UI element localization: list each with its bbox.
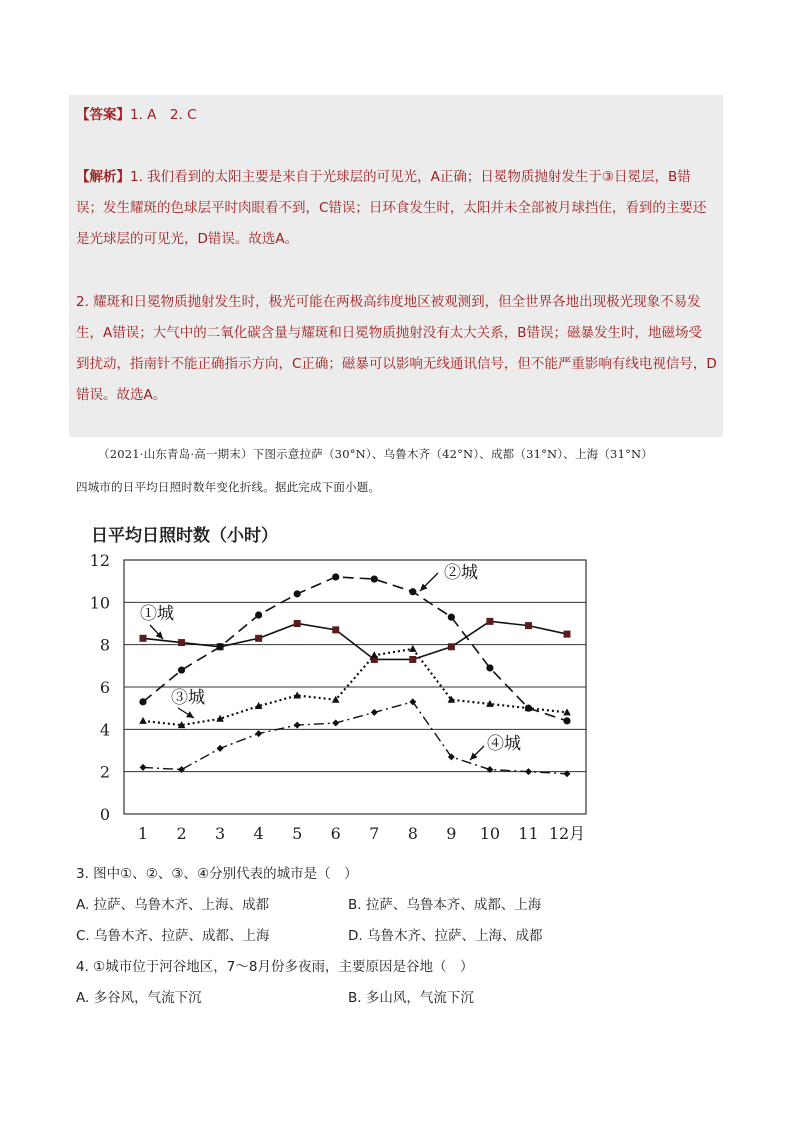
y-tick-label: 0: [99, 805, 110, 824]
q3-option-b: B. 拉萨、乌鲁本齐、成都、上海: [348, 897, 542, 913]
series-3-point: [409, 645, 417, 652]
q3-stem: 3. 图中①、②、③、④分别代表的城市是（ ）: [76, 866, 358, 882]
answer-text: 1. A 2. C: [130, 107, 197, 123]
series-4-point: [525, 768, 532, 775]
series-4-point: [332, 719, 339, 726]
series-1-point: [332, 626, 339, 633]
series-label-2: ②城: [444, 563, 478, 583]
q3-option-c: C. 乌鲁木齐、拉萨、成都、上海: [76, 928, 270, 944]
series-2-point: [448, 614, 455, 621]
x-tick-label: 7: [369, 824, 380, 843]
series-label-4: ④城: [487, 734, 521, 754]
series-3-point: [139, 717, 147, 724]
series-1-point: [178, 639, 185, 646]
series-1-point: [255, 635, 262, 642]
analysis2-line-1: 2. 耀斑和日冕物质抛射发生时，极光可能在两极高纬度地区被观测到，但全世界各地出现极光现象不易发: [76, 294, 701, 310]
intro-line-1: （2021·山东青岛·高一期末）下图示意拉萨（30°N）、乌鲁木齐（42°N）、成都（31°N）、上海（31°N）: [98, 447, 654, 461]
q4-option-b: B. 多山风，气流下沉: [348, 990, 474, 1006]
series-label-1: ①城: [140, 604, 174, 624]
series-4-point: [140, 764, 147, 771]
analysis2-line-4: 错误。故选A。: [76, 387, 167, 403]
series-4-point: [371, 709, 378, 716]
series-2-point: [255, 611, 262, 618]
series-1-point: [486, 618, 493, 625]
x-tick-label: 4: [253, 824, 264, 843]
y-tick-label: 10: [89, 593, 110, 613]
analysis-label: 【解析】: [76, 169, 130, 185]
series-2-point: [139, 698, 146, 705]
series-1-point: [294, 620, 301, 627]
x-tick-label: 3: [214, 824, 226, 843]
series-4-point: [217, 745, 224, 752]
analysis2-line-3: 到扰动，指南针不能正确指示方向，C正确；磁暴可以影响无线通讯信号，但不能严重影响有线电视信号，D: [76, 356, 717, 372]
q3-option-a: A. 拉萨、乌鲁木齐、上海、成都: [76, 897, 270, 913]
y-tick-label: 12: [89, 551, 110, 570]
label-arrowhead-3: [186, 711, 194, 718]
series-2-point: [563, 717, 570, 724]
q4-option-a: A. 多谷风，气流下沉: [76, 990, 202, 1006]
sunshine-chart: [0, 515, 794, 845]
answer-label: 【答案】: [76, 107, 130, 123]
answer-analysis-box: [69, 95, 723, 437]
series-2-point: [486, 664, 493, 671]
x-tick-label: 5: [292, 824, 303, 843]
y-tick-label: 2: [99, 762, 110, 782]
q3-option-d: D. 乌鲁木齐、拉萨、上海、成都: [348, 928, 543, 944]
analysis2-line-2: 生，A错误；大气中的二氧化碳含量与耀斑和日冕物质抛射没有太大关系，B错误；磁暴发生时，地磁场受: [76, 325, 702, 341]
x-tick-label: 8: [407, 824, 418, 843]
series-4-point: [294, 722, 301, 729]
series-label-3: ③城: [171, 688, 205, 708]
series-1-point: [140, 635, 147, 642]
y-tick-label: 4: [99, 720, 110, 740]
analysis-line-3: 是光球层的可见光，D错误。故选A。: [76, 231, 299, 247]
y-tick-label: 6: [99, 678, 110, 697]
series-1-point: [409, 656, 416, 663]
series-line-1: [143, 621, 567, 659]
x-tick-label: 12月: [548, 824, 586, 843]
x-tick-label: 10: [479, 824, 501, 843]
x-tick-label: 11: [518, 824, 539, 843]
series-1-point: [525, 622, 532, 629]
series-2-point: [294, 590, 301, 597]
y-tick-label: 8: [99, 635, 110, 655]
x-tick-label: 9: [446, 824, 457, 843]
series-2-point: [332, 573, 339, 580]
series-4-point: [255, 730, 262, 737]
series-line-2: [143, 577, 567, 721]
series-3-point: [370, 651, 378, 658]
series-3-point: [563, 708, 571, 715]
series-1-point: [564, 631, 571, 638]
series-2-point: [216, 643, 223, 650]
intro-line-2: 四城市的日平均日照时数年变化折线。据此完成下面小题。: [76, 480, 381, 494]
x-tick-label: 1: [137, 824, 149, 843]
series-2-point: [409, 588, 416, 595]
x-tick-label: 2: [176, 824, 187, 843]
series-2-point: [178, 666, 185, 673]
answer-line: [76, 103, 197, 123]
series-2-point: [371, 575, 378, 582]
analysis-line-2: 误；发生耀斑的色球层平时肉眼看不到，C错误；日环食发生时，太阳并未全部被月球挡住，看到的主要还: [76, 200, 707, 216]
chart-title: 日平均日照时数（小时）: [91, 526, 278, 546]
x-tick-label: 6: [330, 824, 341, 843]
analysis-line-1: 【解析】1. 我们看到的太阳主要是来自于光球层的可见光，A正确；日冕物质抛射发生于③日冕层，B错: [76, 169, 691, 185]
series-1-point: [448, 643, 455, 650]
q4-stem: 4. ①城市位于河谷地区，7～8月份多夜雨，主要原因是谷地（ ）: [76, 959, 474, 975]
